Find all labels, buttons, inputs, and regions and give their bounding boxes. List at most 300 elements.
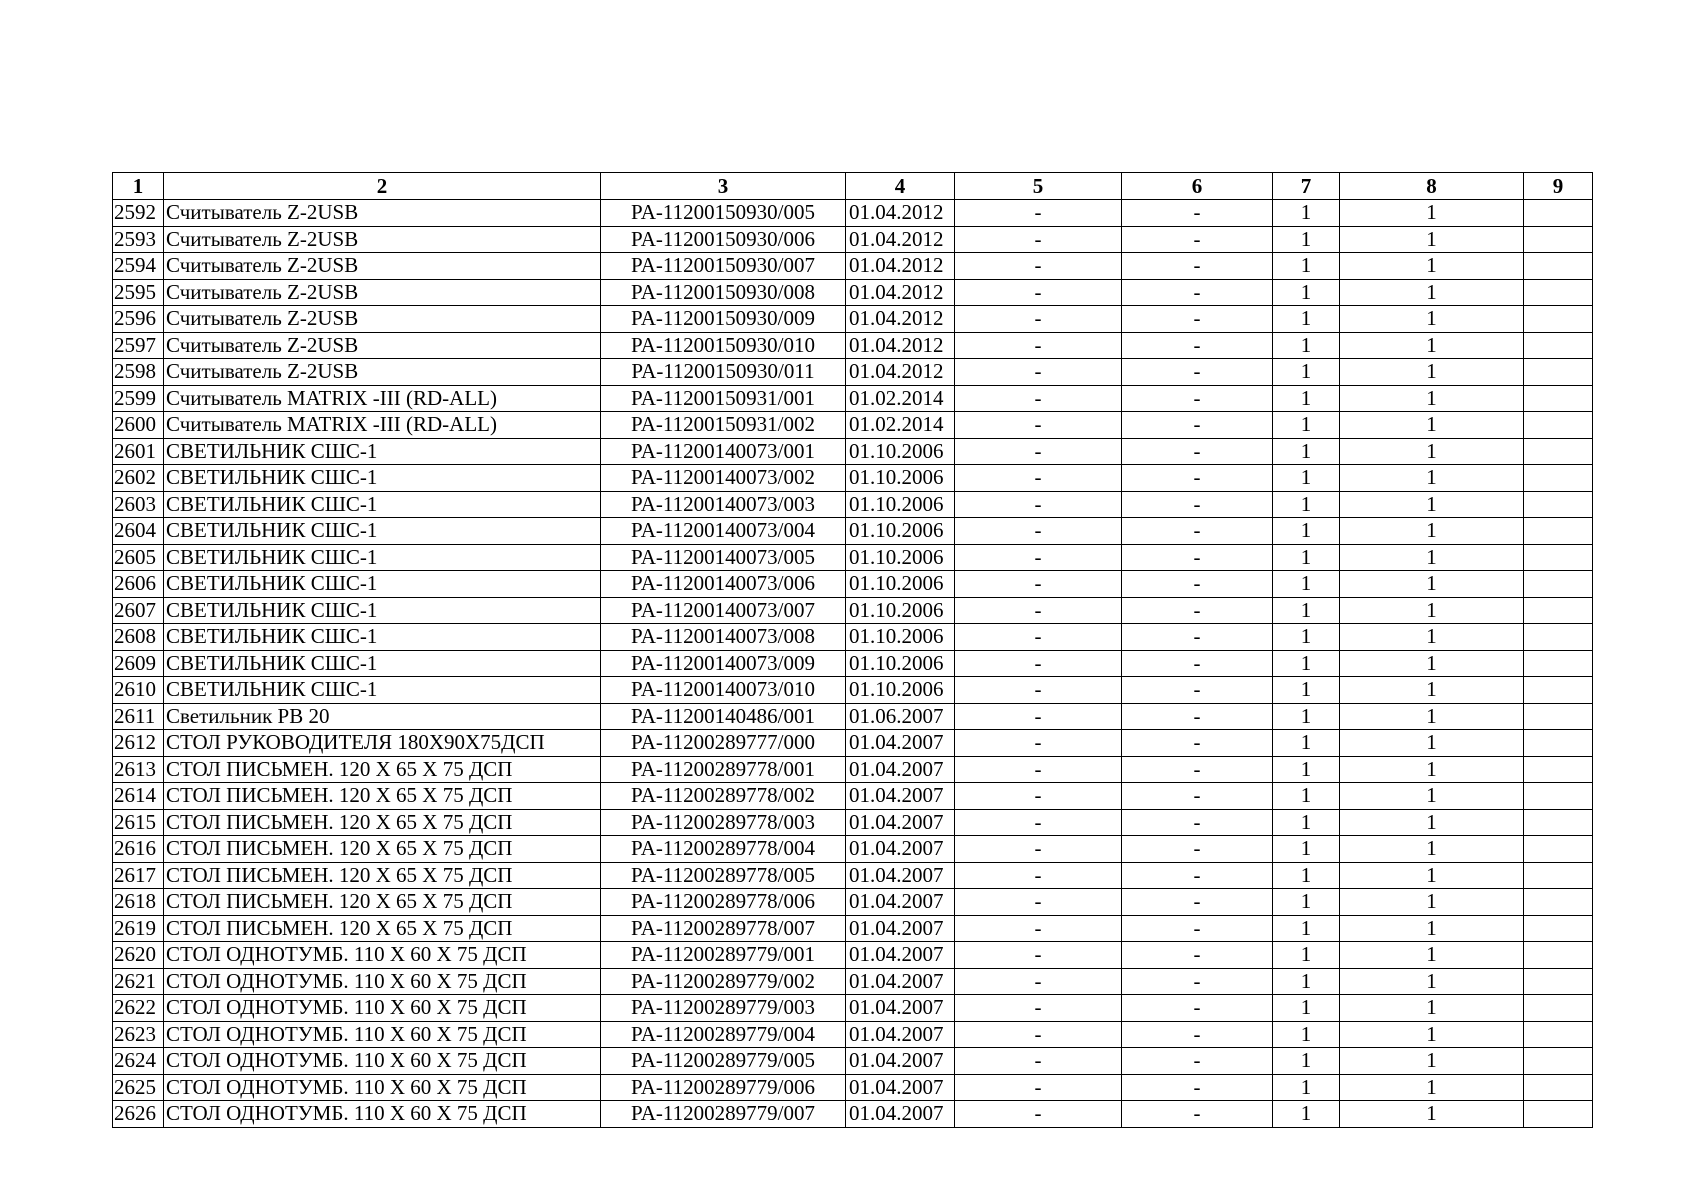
col-8-value: 1 (1340, 465, 1524, 492)
col-9-value (1524, 200, 1593, 227)
item-name: Считыватель MATRIX -III (RD-ALL) (164, 385, 601, 412)
col-6-value: - (1122, 1021, 1273, 1048)
col-6-value: - (1122, 306, 1273, 333)
inventory-number: PA-11200140073/010 (601, 677, 846, 704)
table-row (113, 306, 1593, 333)
col-5-value: - (955, 332, 1122, 359)
col-5-value: - (955, 465, 1122, 492)
col-6-value: - (1122, 465, 1273, 492)
col-5-value: - (955, 1021, 1122, 1048)
table-row (113, 968, 1593, 995)
col-5-value: - (955, 942, 1122, 969)
inventory-number: PA-11200289779/004 (601, 1021, 846, 1048)
col-7-value: 1 (1273, 862, 1340, 889)
date: 01.04.2007 (846, 915, 955, 942)
item-name: СТОЛ ПИСЬМЕН. 120 Х 65 Х 75 ДСП (164, 889, 601, 916)
item-name: Считыватель Z-2USB (164, 200, 601, 227)
col-5-value: - (955, 491, 1122, 518)
row-number: 2607 (113, 597, 164, 624)
col-9-value (1524, 359, 1593, 386)
inventory-number: PA-11200289778/007 (601, 915, 846, 942)
col-8-value: 1 (1340, 1021, 1524, 1048)
col-6-value: - (1122, 332, 1273, 359)
row-number: 2624 (113, 1048, 164, 1075)
table-row (113, 1101, 1593, 1128)
column-header: 9 (1524, 173, 1593, 200)
date: 01.04.2012 (846, 332, 955, 359)
table-row (113, 703, 1593, 730)
col-7-value: 1 (1273, 889, 1340, 916)
col-6-value: - (1122, 756, 1273, 783)
table-row (113, 836, 1593, 863)
row-number: 2600 (113, 412, 164, 439)
inventory-number: PA-11200289778/003 (601, 809, 846, 836)
inventory-table (112, 172, 1593, 1128)
col-9-value (1524, 226, 1593, 253)
item-name: Считыватель Z-2USB (164, 226, 601, 253)
col-9-value (1524, 571, 1593, 598)
col-6-value: - (1122, 836, 1273, 863)
header-row (113, 173, 1593, 200)
col-7-value: 1 (1273, 597, 1340, 624)
col-7-value: 1 (1273, 332, 1340, 359)
row-number: 2593 (113, 226, 164, 253)
col-6-value: - (1122, 995, 1273, 1022)
col-7-value: 1 (1273, 465, 1340, 492)
date: 01.10.2006 (846, 518, 955, 545)
col-8-value: 1 (1340, 226, 1524, 253)
date: 01.04.2012 (846, 359, 955, 386)
row-number: 2612 (113, 730, 164, 757)
row-number: 2598 (113, 359, 164, 386)
col-5-value: - (955, 968, 1122, 995)
item-name: Светильник PB 20 (164, 703, 601, 730)
table-row (113, 1074, 1593, 1101)
col-8-value: 1 (1340, 279, 1524, 306)
col-9-value (1524, 1074, 1593, 1101)
item-name: Считыватель Z-2USB (164, 279, 601, 306)
date: 01.04.2012 (846, 200, 955, 227)
inventory-number: PA-11200140073/002 (601, 465, 846, 492)
inventory-number: PA-11200289777/000 (601, 730, 846, 757)
table-row (113, 1021, 1593, 1048)
col-8-value: 1 (1340, 650, 1524, 677)
item-name: СТОЛ ОДНОТУМБ. 110 Х 60 Х 75 ДСП (164, 968, 601, 995)
table-row (113, 677, 1593, 704)
col-6-value: - (1122, 438, 1273, 465)
date: 01.02.2014 (846, 412, 955, 439)
date: 01.10.2006 (846, 677, 955, 704)
column-header: 3 (601, 173, 846, 200)
col-9-value (1524, 783, 1593, 810)
date: 01.10.2006 (846, 597, 955, 624)
col-5-value: - (955, 200, 1122, 227)
table-row (113, 730, 1593, 757)
col-5-value: - (955, 253, 1122, 280)
date: 01.10.2006 (846, 571, 955, 598)
row-number: 2597 (113, 332, 164, 359)
inventory-number: PA-11200150930/007 (601, 253, 846, 280)
col-8-value: 1 (1340, 1074, 1524, 1101)
date: 01.06.2007 (846, 703, 955, 730)
date: 01.10.2006 (846, 491, 955, 518)
col-7-value: 1 (1273, 412, 1340, 439)
column-header: 6 (1122, 173, 1273, 200)
col-8-value: 1 (1340, 1048, 1524, 1075)
date: 01.04.2007 (846, 968, 955, 995)
date: 01.04.2007 (846, 809, 955, 836)
date: 01.04.2007 (846, 730, 955, 757)
col-6-value: - (1122, 889, 1273, 916)
date: 01.04.2007 (846, 942, 955, 969)
item-name: СТОЛ ПИСЬМЕН. 120 Х 65 Х 75 ДСП (164, 783, 601, 810)
col-7-value: 1 (1273, 1048, 1340, 1075)
col-9-value (1524, 385, 1593, 412)
col-6-value: - (1122, 650, 1273, 677)
inventory-number: PA-11200289778/004 (601, 836, 846, 863)
inventory-number: PA-11200140486/001 (601, 703, 846, 730)
column-header: 4 (846, 173, 955, 200)
col-7-value: 1 (1273, 491, 1340, 518)
table-row (113, 518, 1593, 545)
date: 01.04.2007 (846, 889, 955, 916)
col-5-value: - (955, 518, 1122, 545)
column-header: 1 (113, 173, 164, 200)
col-7-value: 1 (1273, 1101, 1340, 1128)
col-7-value: 1 (1273, 650, 1340, 677)
col-8-value: 1 (1340, 677, 1524, 704)
table-row (113, 756, 1593, 783)
col-6-value: - (1122, 491, 1273, 518)
col-9-value (1524, 1048, 1593, 1075)
col-5-value: - (955, 915, 1122, 942)
col-6-value: - (1122, 597, 1273, 624)
col-6-value: - (1122, 412, 1273, 439)
table-row (113, 359, 1593, 386)
inventory-number: PA-11200289779/002 (601, 968, 846, 995)
col-5-value: - (955, 306, 1122, 333)
col-5-value: - (955, 703, 1122, 730)
col-6-value: - (1122, 385, 1273, 412)
row-number: 2596 (113, 306, 164, 333)
table-row (113, 862, 1593, 889)
col-5-value: - (955, 889, 1122, 916)
col-9-value (1524, 968, 1593, 995)
col-6-value: - (1122, 703, 1273, 730)
col-5-value: - (955, 1101, 1122, 1128)
col-7-value: 1 (1273, 1021, 1340, 1048)
col-9-value (1524, 544, 1593, 571)
col-7-value: 1 (1273, 624, 1340, 651)
row-number: 2608 (113, 624, 164, 651)
row-number: 2605 (113, 544, 164, 571)
row-number: 2617 (113, 862, 164, 889)
col-6-value: - (1122, 518, 1273, 545)
col-6-value: - (1122, 783, 1273, 810)
col-7-value: 1 (1273, 385, 1340, 412)
col-7-value: 1 (1273, 703, 1340, 730)
table-row (113, 491, 1593, 518)
row-number: 2604 (113, 518, 164, 545)
item-name: Считыватель Z-2USB (164, 306, 601, 333)
col-5-value: - (955, 1048, 1122, 1075)
col-5-value: - (955, 862, 1122, 889)
row-number: 2615 (113, 809, 164, 836)
inventory-number: PA-11200289779/007 (601, 1101, 846, 1128)
inventory-number: PA-11200289778/001 (601, 756, 846, 783)
col-6-value: - (1122, 968, 1273, 995)
inventory-number: PA-11200150930/009 (601, 306, 846, 333)
item-name: СВЕТИЛЬНИК СШС-1 (164, 438, 601, 465)
date: 01.02.2014 (846, 385, 955, 412)
item-name: Считыватель MATRIX -III (RD-ALL) (164, 412, 601, 439)
col-8-value: 1 (1340, 412, 1524, 439)
col-7-value: 1 (1273, 226, 1340, 253)
table-row (113, 200, 1593, 227)
row-number: 2610 (113, 677, 164, 704)
col-7-value: 1 (1273, 544, 1340, 571)
table-row (113, 889, 1593, 916)
col-8-value: 1 (1340, 385, 1524, 412)
col-7-value: 1 (1273, 571, 1340, 598)
date: 01.04.2007 (846, 836, 955, 863)
inventory-number: PA-11200150930/011 (601, 359, 846, 386)
inventory-number: PA-11200140073/009 (601, 650, 846, 677)
col-7-value: 1 (1273, 942, 1340, 969)
table-row (113, 942, 1593, 969)
item-name: СТОЛ ПИСЬМЕН. 120 Х 65 Х 75 ДСП (164, 836, 601, 863)
item-name: Считыватель Z-2USB (164, 332, 601, 359)
col-8-value: 1 (1340, 783, 1524, 810)
col-9-value (1524, 253, 1593, 280)
col-9-value (1524, 597, 1593, 624)
table-row (113, 995, 1593, 1022)
item-name: СТОЛ ПИСЬМЕН. 120 Х 65 Х 75 ДСП (164, 809, 601, 836)
col-5-value: - (955, 571, 1122, 598)
col-5-value: - (955, 677, 1122, 704)
col-7-value: 1 (1273, 783, 1340, 810)
col-5-value: - (955, 756, 1122, 783)
col-8-value: 1 (1340, 571, 1524, 598)
item-name: СТОЛ ОДНОТУМБ. 110 Х 60 Х 75 ДСП (164, 1074, 601, 1101)
col-8-value: 1 (1340, 544, 1524, 571)
col-6-value: - (1122, 1101, 1273, 1128)
col-9-value (1524, 836, 1593, 863)
col-7-value: 1 (1273, 730, 1340, 757)
table-row (113, 1048, 1593, 1075)
table-row (113, 385, 1593, 412)
col-9-value (1524, 1021, 1593, 1048)
row-number: 2618 (113, 889, 164, 916)
col-6-value: - (1122, 226, 1273, 253)
col-8-value: 1 (1340, 332, 1524, 359)
item-name: СТОЛ ПИСЬМЕН. 120 Х 65 Х 75 ДСП (164, 756, 601, 783)
date: 01.04.2007 (846, 756, 955, 783)
col-6-value: - (1122, 359, 1273, 386)
date: 01.04.2007 (846, 1074, 955, 1101)
date: 01.04.2007 (846, 783, 955, 810)
date: 01.10.2006 (846, 544, 955, 571)
row-number: 2621 (113, 968, 164, 995)
col-9-value (1524, 1101, 1593, 1128)
item-name: СТОЛ ПИСЬМЕН. 120 Х 65 Х 75 ДСП (164, 862, 601, 889)
table-row (113, 650, 1593, 677)
row-number: 2599 (113, 385, 164, 412)
row-number: 2614 (113, 783, 164, 810)
col-9-value (1524, 889, 1593, 916)
col-6-value: - (1122, 624, 1273, 651)
inventory-number: PA-11200140073/008 (601, 624, 846, 651)
item-name: СВЕТИЛЬНИК СШС-1 (164, 491, 601, 518)
date: 01.10.2006 (846, 650, 955, 677)
item-name: СТОЛ ОДНОТУМБ. 110 Х 60 Х 75 ДСП (164, 995, 601, 1022)
table-row (113, 253, 1593, 280)
col-6-value: - (1122, 544, 1273, 571)
col-8-value: 1 (1340, 597, 1524, 624)
col-7-value: 1 (1273, 756, 1340, 783)
col-6-value: - (1122, 571, 1273, 598)
item-name: СВЕТИЛЬНИК СШС-1 (164, 544, 601, 571)
date: 01.04.2012 (846, 253, 955, 280)
col-9-value (1524, 703, 1593, 730)
table-row (113, 597, 1593, 624)
table-row (113, 279, 1593, 306)
inventory-number: PA-11200150930/008 (601, 279, 846, 306)
column-header: 5 (955, 173, 1122, 200)
inventory-number: PA-11200289779/001 (601, 942, 846, 969)
row-number: 2626 (113, 1101, 164, 1128)
column-header: 7 (1273, 173, 1340, 200)
item-name: СТОЛ РУКОВОДИТЕЛЯ 180Х90Х75ДСП (164, 730, 601, 757)
col-8-value: 1 (1340, 306, 1524, 333)
date: 01.10.2006 (846, 438, 955, 465)
col-6-value: - (1122, 279, 1273, 306)
col-5-value: - (955, 809, 1122, 836)
item-name: Считыватель Z-2USB (164, 253, 601, 280)
inventory-number: PA-11200289779/003 (601, 995, 846, 1022)
col-9-value (1524, 756, 1593, 783)
col-9-value (1524, 438, 1593, 465)
col-7-value: 1 (1273, 306, 1340, 333)
table-row (113, 571, 1593, 598)
item-name: СВЕТИЛЬНИК СШС-1 (164, 518, 601, 545)
inventory-number: PA-11200150931/001 (601, 385, 846, 412)
col-5-value: - (955, 597, 1122, 624)
col-8-value: 1 (1340, 624, 1524, 651)
col-8-value: 1 (1340, 889, 1524, 916)
col-7-value: 1 (1273, 438, 1340, 465)
col-5-value: - (955, 279, 1122, 306)
item-name: СВЕТИЛЬНИК СШС-1 (164, 677, 601, 704)
col-5-value: - (955, 359, 1122, 386)
col-9-value (1524, 279, 1593, 306)
col-8-value: 1 (1340, 200, 1524, 227)
date: 01.04.2012 (846, 226, 955, 253)
inventory-number: PA-11200289779/006 (601, 1074, 846, 1101)
item-name: СВЕТИЛЬНИК СШС-1 (164, 571, 601, 598)
inventory-number: PA-11200140073/007 (601, 597, 846, 624)
item-name: СВЕТИЛЬНИК СШС-1 (164, 597, 601, 624)
inventory-number: PA-11200140073/001 (601, 438, 846, 465)
col-5-value: - (955, 624, 1122, 651)
col-5-value: - (955, 385, 1122, 412)
date: 01.10.2006 (846, 624, 955, 651)
date: 01.04.2012 (846, 279, 955, 306)
inventory-number: PA-11200150930/006 (601, 226, 846, 253)
item-name: СТОЛ ОДНОТУМБ. 110 Х 60 Х 75 ДСП (164, 1048, 601, 1075)
col-6-value: - (1122, 862, 1273, 889)
date: 01.04.2007 (846, 1101, 955, 1128)
col-9-value (1524, 412, 1593, 439)
col-8-value: 1 (1340, 968, 1524, 995)
item-name: Считыватель Z-2USB (164, 359, 601, 386)
table-row (113, 915, 1593, 942)
col-8-value: 1 (1340, 942, 1524, 969)
col-8-value: 1 (1340, 730, 1524, 757)
col-5-value: - (955, 1074, 1122, 1101)
col-6-value: - (1122, 942, 1273, 969)
col-8-value: 1 (1340, 862, 1524, 889)
column-header: 8 (1340, 173, 1524, 200)
col-8-value: 1 (1340, 756, 1524, 783)
col-8-value: 1 (1340, 1101, 1524, 1128)
col-5-value: - (955, 544, 1122, 571)
inventory-number: PA-11200150931/002 (601, 412, 846, 439)
row-number: 2620 (113, 942, 164, 969)
date: 01.04.2007 (846, 1048, 955, 1075)
col-8-value: 1 (1340, 518, 1524, 545)
col-7-value: 1 (1273, 915, 1340, 942)
inventory-number: PA-11200140073/005 (601, 544, 846, 571)
col-6-value: - (1122, 809, 1273, 836)
inventory-number: PA-11200150930/010 (601, 332, 846, 359)
date: 01.04.2007 (846, 862, 955, 889)
date: 01.10.2006 (846, 465, 955, 492)
col-9-value (1524, 332, 1593, 359)
col-8-value: 1 (1340, 491, 1524, 518)
col-8-value: 1 (1340, 438, 1524, 465)
row-number: 2616 (113, 836, 164, 863)
row-number: 2619 (113, 915, 164, 942)
col-7-value: 1 (1273, 836, 1340, 863)
col-7-value: 1 (1273, 809, 1340, 836)
col-6-value: - (1122, 1048, 1273, 1075)
col-8-value: 1 (1340, 253, 1524, 280)
col-7-value: 1 (1273, 279, 1340, 306)
date: 01.04.2012 (846, 306, 955, 333)
table-row (113, 809, 1593, 836)
col-7-value: 1 (1273, 359, 1340, 386)
col-9-value (1524, 862, 1593, 889)
inventory-number: PA-11200140073/006 (601, 571, 846, 598)
table-row (113, 332, 1593, 359)
col-9-value (1524, 995, 1593, 1022)
row-number: 2606 (113, 571, 164, 598)
inventory-number: PA-11200289779/005 (601, 1048, 846, 1075)
inventory-number: PA-11200289778/002 (601, 783, 846, 810)
col-5-value: - (955, 783, 1122, 810)
row-number: 2603 (113, 491, 164, 518)
col-7-value: 1 (1273, 1074, 1340, 1101)
col-9-value (1524, 491, 1593, 518)
inventory-number: PA-11200289778/006 (601, 889, 846, 916)
col-9-value (1524, 942, 1593, 969)
col-5-value: - (955, 730, 1122, 757)
col-7-value: 1 (1273, 200, 1340, 227)
table-row (113, 438, 1593, 465)
col-5-value: - (955, 836, 1122, 863)
col-5-value: - (955, 995, 1122, 1022)
